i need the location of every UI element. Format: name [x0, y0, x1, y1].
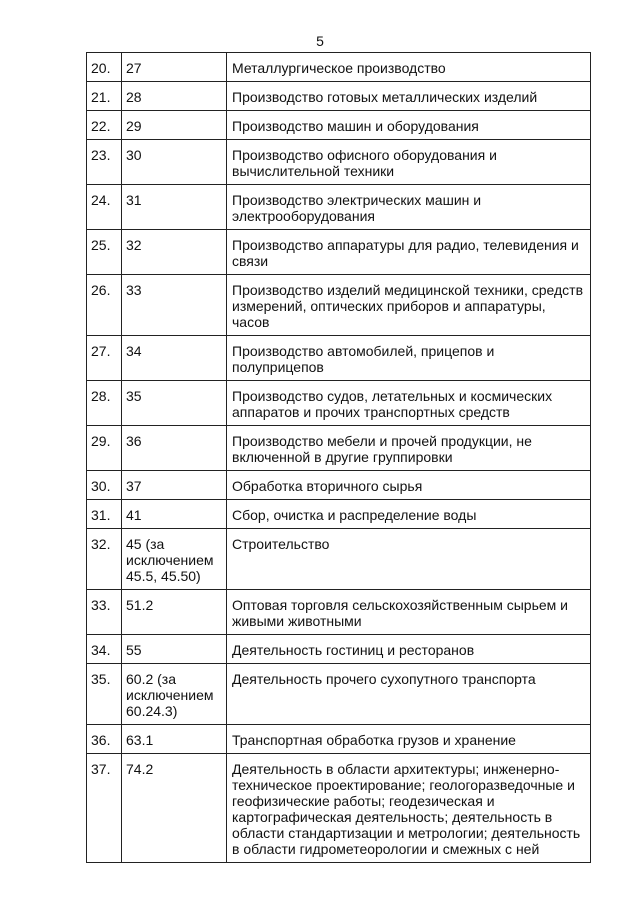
row-number: 30. [87, 471, 122, 500]
table-row [87, 111, 591, 140]
table-row [87, 230, 591, 275]
row-number: 28. [87, 381, 122, 426]
table-row [87, 529, 591, 590]
row-number: 29. [87, 426, 122, 471]
okved-code: 51.2 [122, 590, 227, 635]
row-number: 31. [87, 500, 122, 529]
activity-description: Деятельность гостиниц и ресторанов [227, 635, 591, 664]
okved-code: 28 [122, 82, 227, 111]
row-number: 35. [87, 664, 122, 725]
okved-code: 29 [122, 111, 227, 140]
table-row [87, 381, 591, 426]
activity-description: Производство автомобилей, прицепов и полуприцепов [227, 336, 591, 381]
row-number: 25. [87, 230, 122, 275]
activity-description: Обработка вторичного сырья [227, 471, 591, 500]
activity-description: Производство машин и оборудования [227, 111, 591, 140]
activity-description: Производство мебели и прочей продукции, не включенной в другие группировки [227, 426, 591, 471]
table-row [87, 53, 591, 82]
activity-description: Деятельность в области архитектуры; инженерно-техническое проектирование; геологоразведочные и геофизические работы; геодезическая и картографическая деятельность; деятельность в области стандартизации и метрологии; деятельность в области гидрометеорологии и смежных с ней [227, 754, 591, 863]
table-row [87, 590, 591, 635]
row-number: 33. [87, 590, 122, 635]
table-row [87, 82, 591, 111]
okved-code: 45 (за исключением 45.5, 45.50) [122, 529, 227, 590]
activity-description: Производство электрических машин и электрооборудования [227, 185, 591, 230]
okved-code: 32 [122, 230, 227, 275]
row-number: 20. [87, 53, 122, 82]
activity-description: Производство офисного оборудования и вычислительной техники [227, 140, 591, 185]
activity-description: Деятельность прочего сухопутного транспорта [227, 664, 591, 725]
row-number: 24. [87, 185, 122, 230]
okved-code: 74.2 [122, 754, 227, 863]
okved-code: 41 [122, 500, 227, 529]
okved-code: 60.2 (за исключением 60.24.3) [122, 664, 227, 725]
activity-description: Производство аппаратуры для радио, телевидения и связи [227, 230, 591, 275]
okved-code: 37 [122, 471, 227, 500]
okved-code: 35 [122, 381, 227, 426]
table-row [87, 500, 591, 529]
table-row [87, 664, 591, 725]
row-number: 23. [87, 140, 122, 185]
activity-description: Строительство [227, 529, 591, 590]
table-row [87, 426, 591, 471]
row-number: 27. [87, 336, 122, 381]
row-number: 36. [87, 725, 122, 754]
table-row [87, 140, 591, 185]
activity-table [86, 52, 591, 863]
row-number: 34. [87, 635, 122, 664]
page-number: 5 [316, 33, 324, 49]
okved-code: 27 [122, 53, 227, 82]
row-number: 26. [87, 275, 122, 336]
activity-description: Производство готовых металлических изделий [227, 82, 591, 111]
okved-code: 36 [122, 426, 227, 471]
table-row [87, 635, 591, 664]
table-row [87, 275, 591, 336]
row-number: 21. [87, 82, 122, 111]
row-number: 32. [87, 529, 122, 590]
okved-code: 31 [122, 185, 227, 230]
okved-code: 34 [122, 336, 227, 381]
table-row [87, 185, 591, 230]
okved-code: 55 [122, 635, 227, 664]
row-number: 22. [87, 111, 122, 140]
okved-code: 63.1 [122, 725, 227, 754]
okved-code: 30 [122, 140, 227, 185]
table-row [87, 725, 591, 754]
activity-description: Сбор, очистка и распределение воды [227, 500, 591, 529]
table-row [87, 754, 591, 863]
okved-code: 33 [122, 275, 227, 336]
activity-description: Производство изделий медицинской техники, средств измерений, оптических приборов и аппаратуры, часов [227, 275, 591, 336]
table-row [87, 336, 591, 381]
activity-description: Оптовая торговля сельскохозяйственным сырьем и живыми животными [227, 590, 591, 635]
table-row [87, 471, 591, 500]
row-number: 37. [87, 754, 122, 863]
activity-description: Производство судов, летательных и космических аппаратов и прочих транспортных средств [227, 381, 591, 426]
activity-description: Металлургическое производство [227, 53, 591, 82]
activity-description: Транспортная обработка грузов и хранение [227, 725, 591, 754]
